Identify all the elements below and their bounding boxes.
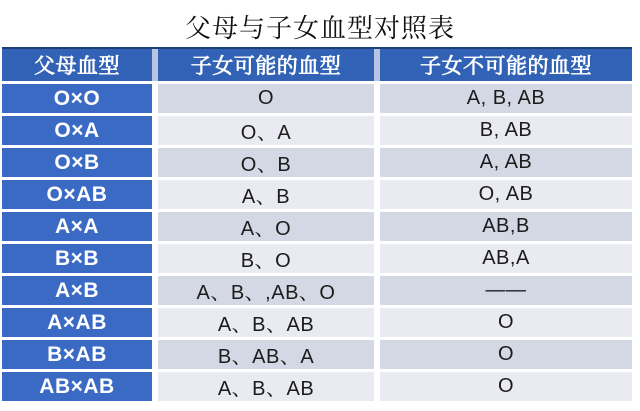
table-row xyxy=(2,84,632,113)
possible-cell: B、O xyxy=(158,244,374,273)
impossible-cell: O xyxy=(380,340,632,369)
possible-cell: B、AB、A xyxy=(158,340,374,369)
parents-cell: B×AB xyxy=(2,340,152,369)
impossible-cell: O xyxy=(380,308,632,337)
table-row xyxy=(2,244,632,273)
impossible-cell: —— xyxy=(380,276,632,305)
parents-cell: B×B xyxy=(2,244,152,273)
possible-cell: O、B xyxy=(158,148,374,177)
table-row xyxy=(2,180,632,209)
parents-cell: O×B xyxy=(2,148,152,177)
impossible-cell: AB,A xyxy=(380,244,632,273)
table-row xyxy=(2,212,632,241)
possible-cell: O xyxy=(158,84,374,113)
parents-cell: AB×AB xyxy=(2,372,152,401)
header-cell-impossible: 子女不可能的血型 xyxy=(420,55,592,78)
parents-cell: O×O xyxy=(2,84,152,113)
parents-cell: A×AB xyxy=(2,308,152,337)
possible-cell: A、B、AB xyxy=(158,372,374,401)
impossible-cell: A, B, AB xyxy=(380,84,632,113)
page-title: 父母与子女血型对照表 xyxy=(184,14,455,44)
table-row xyxy=(2,148,632,177)
possible-cell: A、O xyxy=(158,212,374,241)
header-cell-possible: 子女可能的血型 xyxy=(190,55,342,78)
table-header-row xyxy=(2,47,632,81)
table-row xyxy=(2,340,632,369)
table-row xyxy=(2,372,632,401)
impossible-cell: O xyxy=(380,372,632,401)
impossible-cell: A, AB xyxy=(380,148,632,177)
parents-cell: A×B xyxy=(2,276,152,305)
impossible-cell: B, AB xyxy=(380,116,632,145)
impossible-cell: AB,B xyxy=(380,212,632,241)
table-row xyxy=(2,276,632,305)
possible-cell: A、B xyxy=(158,180,374,209)
possible-cell: A、B、AB xyxy=(158,308,374,337)
impossible-cell: O, AB xyxy=(380,180,632,209)
possible-cell: A、B、,AB、O xyxy=(158,276,374,305)
blood-type-table xyxy=(2,47,632,404)
table-row xyxy=(2,116,632,145)
table-row xyxy=(2,308,632,337)
header-cell-parents: 父母血型 xyxy=(34,55,120,78)
possible-cell: O、A xyxy=(158,116,374,145)
parents-cell: A×A xyxy=(2,212,152,241)
parents-cell: O×AB xyxy=(2,180,152,209)
parents-cell: O×A xyxy=(2,116,152,145)
